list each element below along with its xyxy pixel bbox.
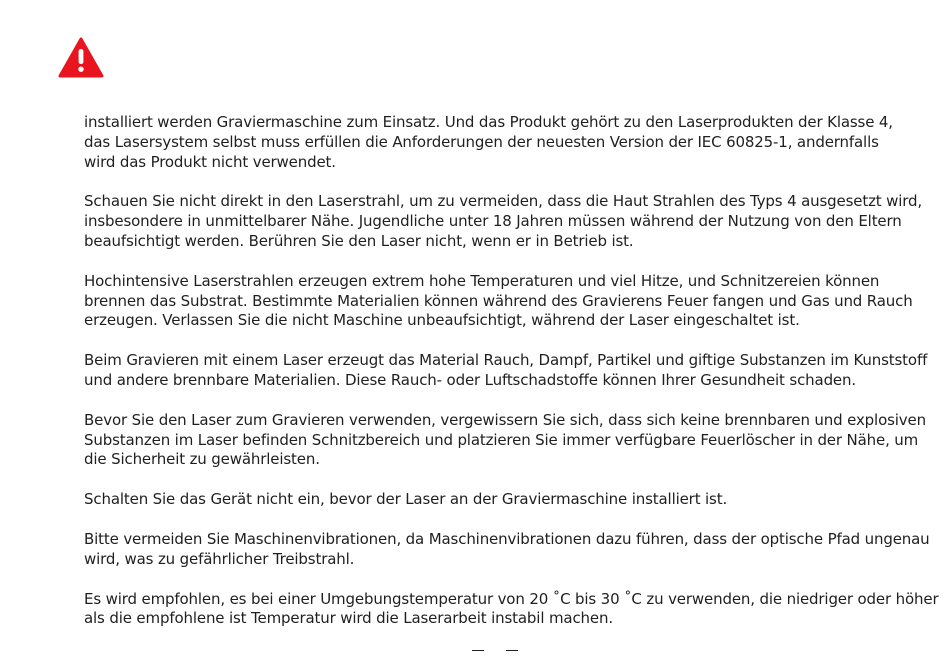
- paragraph-fire-extinguisher: [84, 411, 950, 470]
- text-line: und andere brennbare Materialien. Diese Rauch- oder Luftschadstoffe können Ihrer Gesundheit schaden.: [84, 370, 856, 389]
- paragraph-eye-safety: [84, 192, 950, 251]
- text-line: wird das Produkt nicht verwendet.: [84, 152, 336, 171]
- page-separator: [468, 647, 520, 651]
- text-line: die Sicherheit zu gewährleisten.: [84, 450, 320, 469]
- paragraph-vibrations: [84, 530, 950, 570]
- text-line: Bevor Sie den Laser zum Gravieren verwenden, vergewissern Sie sich, dass sich keine brennbaren und explosiven: [84, 410, 926, 429]
- separator-dash: [506, 650, 518, 651]
- text-line: Es wird empfohlen, es bei einer Umgebungstemperatur von 20 ˚C bis 30 ˚C zu verwenden, die niedriger oder höher: [84, 589, 939, 608]
- text-line: wird, was zu gefährlicher Treibstrahl.: [84, 549, 355, 568]
- paragraph-temperature: [84, 590, 950, 630]
- text-line: Substanzen im Laser befinden Schnitzbereich und platzieren Sie immer verfügbare Feuerlöscher in der Nähe, um: [84, 430, 919, 449]
- text-line: das Lasersystem selbst muss erfüllen die Anforderungen der neuesten Version der IEC 60825-1, andernfalls: [84, 132, 879, 151]
- text-line: Beim Gravieren mit einem Laser erzeugt das Material Rauch, Dampf, Partikel und giftige Substanzen im Kunststoff: [84, 351, 928, 370]
- text-line: Hochintensive Laserstrahlen erzeugen extrem hohe Temperaturen und viel Hitze, und Schnitzereien können: [84, 271, 880, 290]
- text-line: Bitte vermeiden Sie Maschinenvibrationen, da Maschinenvibrationen dazu führen, dass der optische Pfad ungenau: [84, 529, 930, 548]
- paragraph-power-on: [84, 490, 950, 510]
- text-line: Schauen Sie nicht direkt in den Laserstrahl, um zu vermeiden, dass die Haut Strahlen des Typs 4 ausgesetzt wird,: [84, 192, 923, 211]
- text-line: brennen das Substrat. Bestimmte Materialien können während des Gravierens Feuer fangen und Gas und Rauch: [84, 291, 913, 310]
- paragraph-laser-class: [84, 113, 950, 172]
- text-line: Schalten Sie das Gerät nicht ein, bevor der Laser an der Graviermaschine installiert ist.: [84, 490, 728, 509]
- separator-dash: [472, 650, 484, 651]
- text-line: insbesondere in unmittelbarer Nähe. Jugendliche unter 18 Jahren müssen während der Nutzung von den Eltern: [84, 212, 902, 231]
- text-line: beaufsichtigt werden. Berühren Sie den Laser nicht, wenn er in Betrieb ist.: [84, 231, 634, 250]
- safety-instructions: [84, 113, 950, 649]
- paragraph-fumes: [84, 351, 950, 391]
- paragraph-heat-fire: [84, 272, 950, 331]
- warning-triangle-icon: [58, 37, 104, 78]
- text-line: als die empfohlene ist Temperatur wird die Laserarbeit instabil machen.: [84, 609, 613, 628]
- text-line: erzeugen. Verlassen Sie die nicht Maschine unbeaufsichtigt, während der Laser eingeschaltet ist.: [84, 311, 800, 330]
- text-line: installiert werden Graviermaschine zum Einsatz. Und das Produkt gehört zu den Laserprodukten der Klasse 4,: [84, 113, 893, 131]
